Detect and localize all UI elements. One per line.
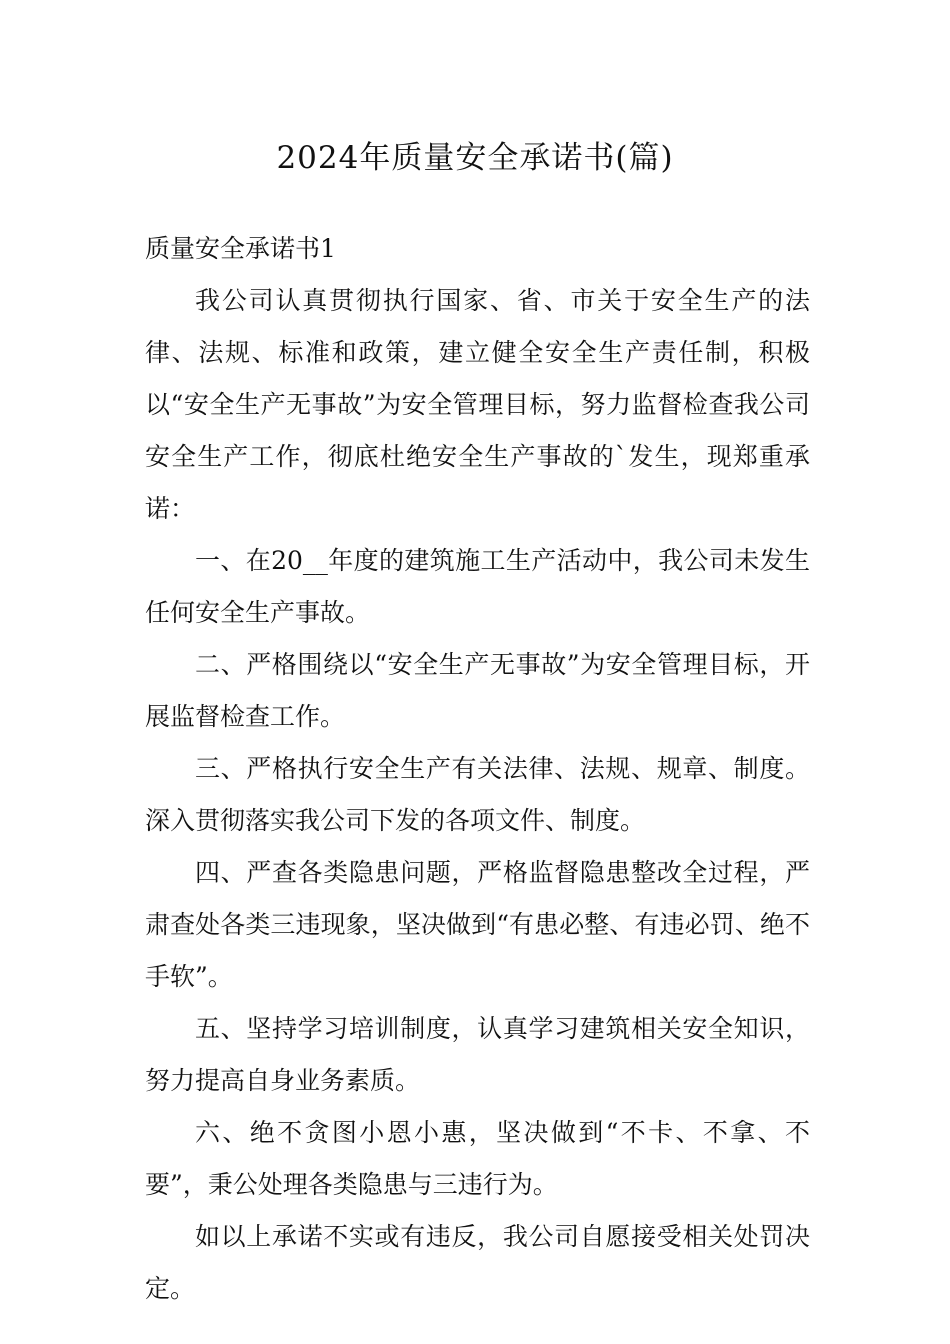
document-title: 2024年质量安全承诺书(篇) — [276, 140, 674, 176]
paragraph-item-5: 五、坚持学习培训制度，认真学习建筑相关安全知识，努力提高自身业务素质。 — [145, 1014, 810, 1095]
paragraph-item-2: 二、严格围绕以“安全生产无事故”为安全管理目标，开展监督检查工作。 — [145, 650, 810, 731]
paragraph-intro: 我公司认真贯彻执行国家、省、市关于安全生产的法律、法规、标准和政策，建立健全安全生产责任制，积极以“安全生产无事故”为安全管理目标，努力监督检查我公司安全生产工作，彻底杜绝安全生产事故的`发生，现郑重承诺： — [145, 286, 810, 523]
paragraph-item-1: 一、在20__年度的建筑施工生产活动中，我公司未发生任何安全生产事故。 — [145, 546, 810, 627]
paragraph-closing: 如以上承诺不实或有违反，我公司自愿接受相关处罚决定。 — [145, 1222, 810, 1303]
document-body — [145, 223, 810, 1315]
paragraph-item-6: 六、绝不贪图小恩小惠，坚决做到“不卡、不拿、不要”，秉公处理各类隐患与三违行为。 — [145, 1118, 810, 1199]
section-heading: 质量安全承诺书1 — [145, 234, 336, 263]
paragraph-item-3: 三、严格执行安全生产有关法律、法规、规章、制度。深入贯彻落实我公司下发的各项文件、制度。 — [145, 754, 810, 835]
paragraph-item-4: 四、严查各类隐患问题，严格监督隐患整改全过程，严肃查处各类三违现象，坚决做到“有患必整、有违必罚、绝不手软”。 — [145, 858, 810, 991]
